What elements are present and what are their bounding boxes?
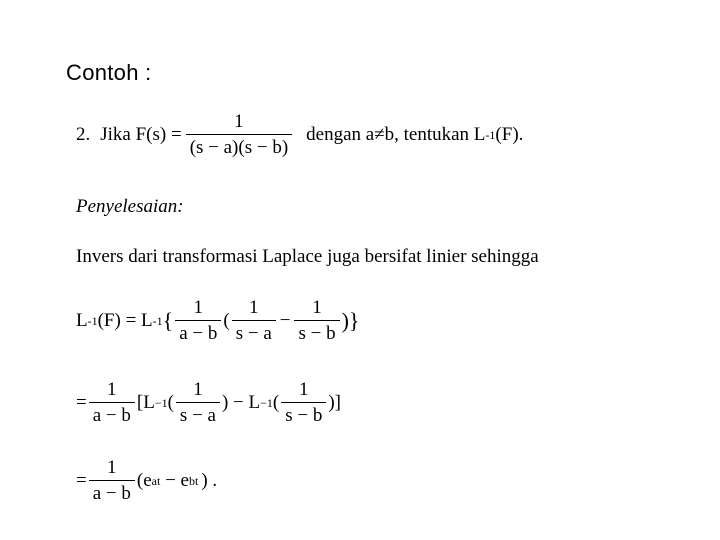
equation-step-1: L -1 (F) = L -1 { $\frac{1}{a - b}$ ( $\frac{1}{s - a}$ − $\frac{1}{s - b}$ )} bbox=[76, 297, 360, 344]
open-paren: ( bbox=[223, 309, 230, 331]
fraction-denominator: s − a bbox=[176, 402, 220, 426]
problem-fraction bbox=[186, 112, 292, 158]
intro-text: Invers dari transformasi Laplace juga bersifat linier sehingga bbox=[76, 246, 539, 267]
equals-sign: = bbox=[76, 469, 87, 491]
solution-heading: Penyelesaian: bbox=[76, 196, 184, 217]
fraction-numerator: 1 bbox=[107, 457, 117, 478]
fraction bbox=[281, 380, 326, 426]
problem-condition-end: (F). bbox=[495, 123, 524, 145]
minus-sign: − bbox=[279, 309, 291, 331]
fraction bbox=[232, 298, 276, 344]
fraction-denominator: a − b bbox=[175, 320, 221, 344]
fraction-numerator: 1 bbox=[107, 379, 117, 400]
fraction-numerator: 1 bbox=[299, 379, 309, 400]
fraction-denominator: s − a bbox=[232, 320, 276, 344]
step2-bracket: [L bbox=[136, 391, 155, 413]
laplace-symbol: L bbox=[76, 309, 88, 331]
fraction bbox=[294, 298, 339, 344]
equation-step-3: = $\frac{1}{a - b}$ (e at − e bt ) . bbox=[76, 457, 218, 504]
open-brace: { bbox=[162, 307, 174, 333]
equation-step-2: = $\frac{1}{a - b}$ [L −1 ( $\frac{1}{s - a}$ ) − L −1 ( $\frac{1}{s - b}$ )] bbox=[76, 379, 341, 426]
fraction-denominator: s − b bbox=[294, 320, 339, 344]
open-paren: ( bbox=[167, 391, 174, 413]
open-paren: ( bbox=[272, 391, 280, 413]
close-bracket: )] bbox=[328, 391, 341, 413]
close-brace: )} bbox=[341, 307, 360, 333]
problem-lhs: Jika F(s) = bbox=[100, 123, 182, 145]
exp-term-1: (e bbox=[136, 469, 152, 491]
fraction-numerator: 1 bbox=[248, 297, 259, 318]
fraction-numerator: 1 bbox=[312, 297, 322, 318]
exp-term-2: − e bbox=[160, 469, 189, 491]
equals-sign: = bbox=[76, 391, 87, 413]
step3-end: ) . bbox=[201, 469, 218, 491]
problem-number: 2. bbox=[76, 123, 91, 145]
step2-middle: ) − L bbox=[221, 391, 261, 413]
problem-statement: 2. Jika F(s) = $\frac{1}{(s - a)(s - b)}$ dengan a≠b, tentukan L -1 (F). bbox=[76, 111, 524, 158]
fraction-denominator: s − b bbox=[281, 402, 326, 426]
problem-condition: dengan a≠b, tentukan L bbox=[306, 123, 486, 145]
fraction-denominator: (s − a)(s − b) bbox=[186, 134, 292, 158]
fraction bbox=[89, 380, 135, 426]
fraction-numerator: 1 bbox=[193, 297, 204, 318]
fraction-numerator: 1 bbox=[193, 379, 203, 400]
fraction-numerator: 1 bbox=[234, 111, 244, 132]
fraction bbox=[176, 380, 220, 426]
fraction bbox=[175, 298, 221, 344]
fraction-denominator: a − b bbox=[89, 402, 135, 426]
slide-title: Contoh : bbox=[66, 60, 152, 85]
fraction-denominator: a − b bbox=[89, 480, 135, 504]
step1-lhs: (F) = L bbox=[97, 309, 153, 331]
fraction bbox=[89, 458, 135, 504]
